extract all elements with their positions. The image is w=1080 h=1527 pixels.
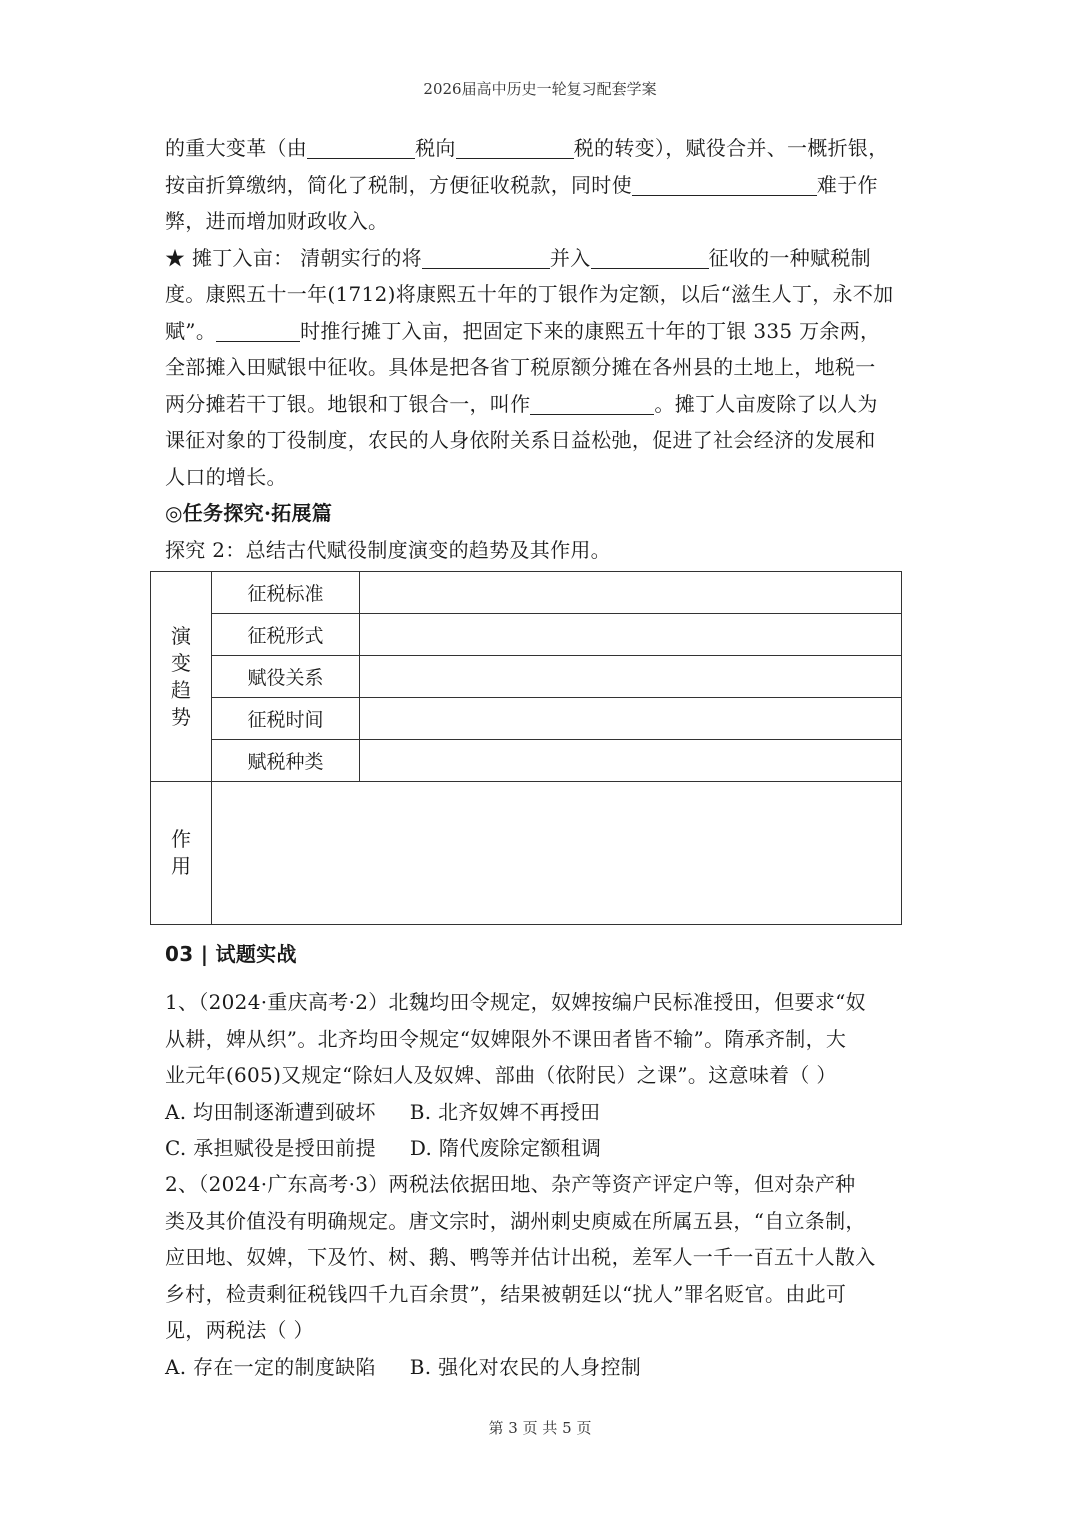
fill-blank-7[interactable]	[530, 392, 654, 415]
text-line: 度。康熙五十一年(1712)将康熙五十年的丁银作为定额，以后“滋生人丁，永不加	[165, 282, 894, 306]
answer-cell-effect[interactable]	[212, 782, 902, 925]
text-segment: 赋”。	[165, 318, 217, 343]
option-b[interactable]: B. 北齐奴婢不再授田	[409, 1099, 601, 1124]
text-segment: 两分摊若干丁银。地银和丁银合一，叫作	[165, 391, 531, 416]
option-c[interactable]: C. 承担赋役是授田前提	[165, 1136, 376, 1160]
text-line: 全部摊入田赋银中征收。具体是把各省丁税原额分摊在各州县的土地上，地税一	[165, 355, 876, 379]
table-group-trend	[151, 572, 212, 782]
option-row	[165, 1130, 917, 1167]
question-2	[165, 1166, 917, 1385]
option-b[interactable]: B. 强化对农民的人身控制	[409, 1354, 642, 1379]
text-line	[165, 313, 917, 350]
table-row-label: 征税时间	[212, 698, 360, 740]
table-group-label: 演变趋势	[171, 623, 191, 729]
question-text: 见，两税法（ ）	[165, 1318, 314, 1342]
fill-blank-4[interactable]	[422, 246, 550, 269]
answer-cell[interactable]	[360, 740, 902, 782]
table-row-label: 赋役关系	[212, 656, 360, 698]
text-line: 弊，进而增加财政收入。	[165, 209, 389, 233]
text-segment: 。摊丁人亩废除了以人为	[654, 391, 878, 416]
text-segment: 税的转变），赋役合并、一概折银，	[573, 136, 889, 160]
question-text: 乡村，检责剩征税钱四千九百余贯”，结果被朝廷以“扰人”罪名贬官。由此可	[165, 1281, 847, 1306]
text-segment: 征收的一种赋税制	[708, 245, 871, 270]
text-segment: 按亩折算缴纳，简化了税制，方便征收税款，同时使	[165, 172, 632, 197]
text-line: 人口的增长。	[165, 464, 287, 489]
text-segment: 难于作	[816, 172, 878, 197]
question-text: 类及其价值没有明确规定。唐文宗时，湖州刺史庾威在所属五县，“自立条制，	[165, 1208, 866, 1233]
page-footer: 第 3 页 共 5 页	[488, 1419, 592, 1437]
text-line: 课征对象的丁役制度，农民的人身依附关系日益松弛，促进了社会经济的发展和	[165, 428, 876, 452]
question-text: 1、（2024·重庆高考·2）北魏均田令规定，奴婢按编户民标准授田，但要求“奴	[165, 990, 866, 1014]
tanding-line	[165, 240, 917, 277]
table-row-label: 征税标准	[212, 572, 360, 614]
question-1	[165, 984, 917, 1167]
option-row	[165, 1349, 917, 1386]
table-row-label: 征税形式	[212, 614, 360, 656]
fill-blank-2[interactable]	[456, 136, 574, 159]
page-header: 2026届高中历史一轮复习配套学案	[423, 80, 657, 98]
text-segment: 税向	[415, 136, 456, 160]
task-heading: ◎任务探究·拓展篇	[165, 501, 333, 525]
section-03	[165, 936, 917, 973]
answer-cell[interactable]	[360, 656, 902, 698]
fill-blank-6[interactable]	[216, 319, 300, 342]
question-text: 2、（2024·广东高考·3）两税法依据田地、杂产等资产评定户等，但对杂产种	[165, 1172, 856, 1196]
text-segment: 并入	[549, 245, 591, 270]
option-row	[165, 1094, 917, 1131]
table-row-label: 赋税种类	[212, 740, 360, 782]
question-text: 业元年(605)又规定“除妇人及奴婢、部曲（依附民）之课”。这意味着（ ）	[165, 1063, 837, 1087]
answer-cell[interactable]	[360, 572, 902, 614]
text-segment: 时推行摊丁入亩，把固定下来的康熙五十年的丁银 335 万余两，	[300, 318, 881, 343]
table-group-effect	[151, 782, 212, 925]
fill-blank-3[interactable]	[632, 173, 817, 196]
table-group-label: 作用	[171, 827, 191, 878]
tanding-heading: ★ 摊丁入亩： 清朝实行的将	[165, 245, 422, 270]
text-line	[165, 130, 917, 167]
option-a[interactable]: A. 均田制逐渐遭到破坏	[165, 1099, 376, 1124]
main-content	[165, 130, 917, 568]
text-line	[165, 167, 917, 204]
question-text: 从耕，婢从织”。北齐均田令规定“奴婢限外不课田者皆不输”。隋承齐制，大	[165, 1026, 847, 1051]
answer-cell[interactable]	[360, 698, 902, 740]
question-text: 应田地、奴婢，下及竹、树、鹅、鸭等并估计出税，差军人一千一百五十人散入	[165, 1245, 876, 1269]
text-segment: 的重大变革（由	[165, 136, 308, 160]
option-a[interactable]: A. 存在一定的制度缺陷	[165, 1354, 376, 1379]
answer-cell[interactable]	[360, 614, 902, 656]
text-line	[165, 386, 917, 423]
explore-table	[150, 571, 902, 925]
section-title: 03 | 试题实战	[165, 942, 297, 966]
task-prompt: 探究 2：总结古代赋役制度演变的趋势及其作用。	[165, 537, 611, 562]
fill-blank-5[interactable]	[591, 246, 709, 269]
fill-blank-1[interactable]	[307, 136, 415, 159]
option-d[interactable]: D. 隋代废除定额租调	[409, 1136, 602, 1160]
